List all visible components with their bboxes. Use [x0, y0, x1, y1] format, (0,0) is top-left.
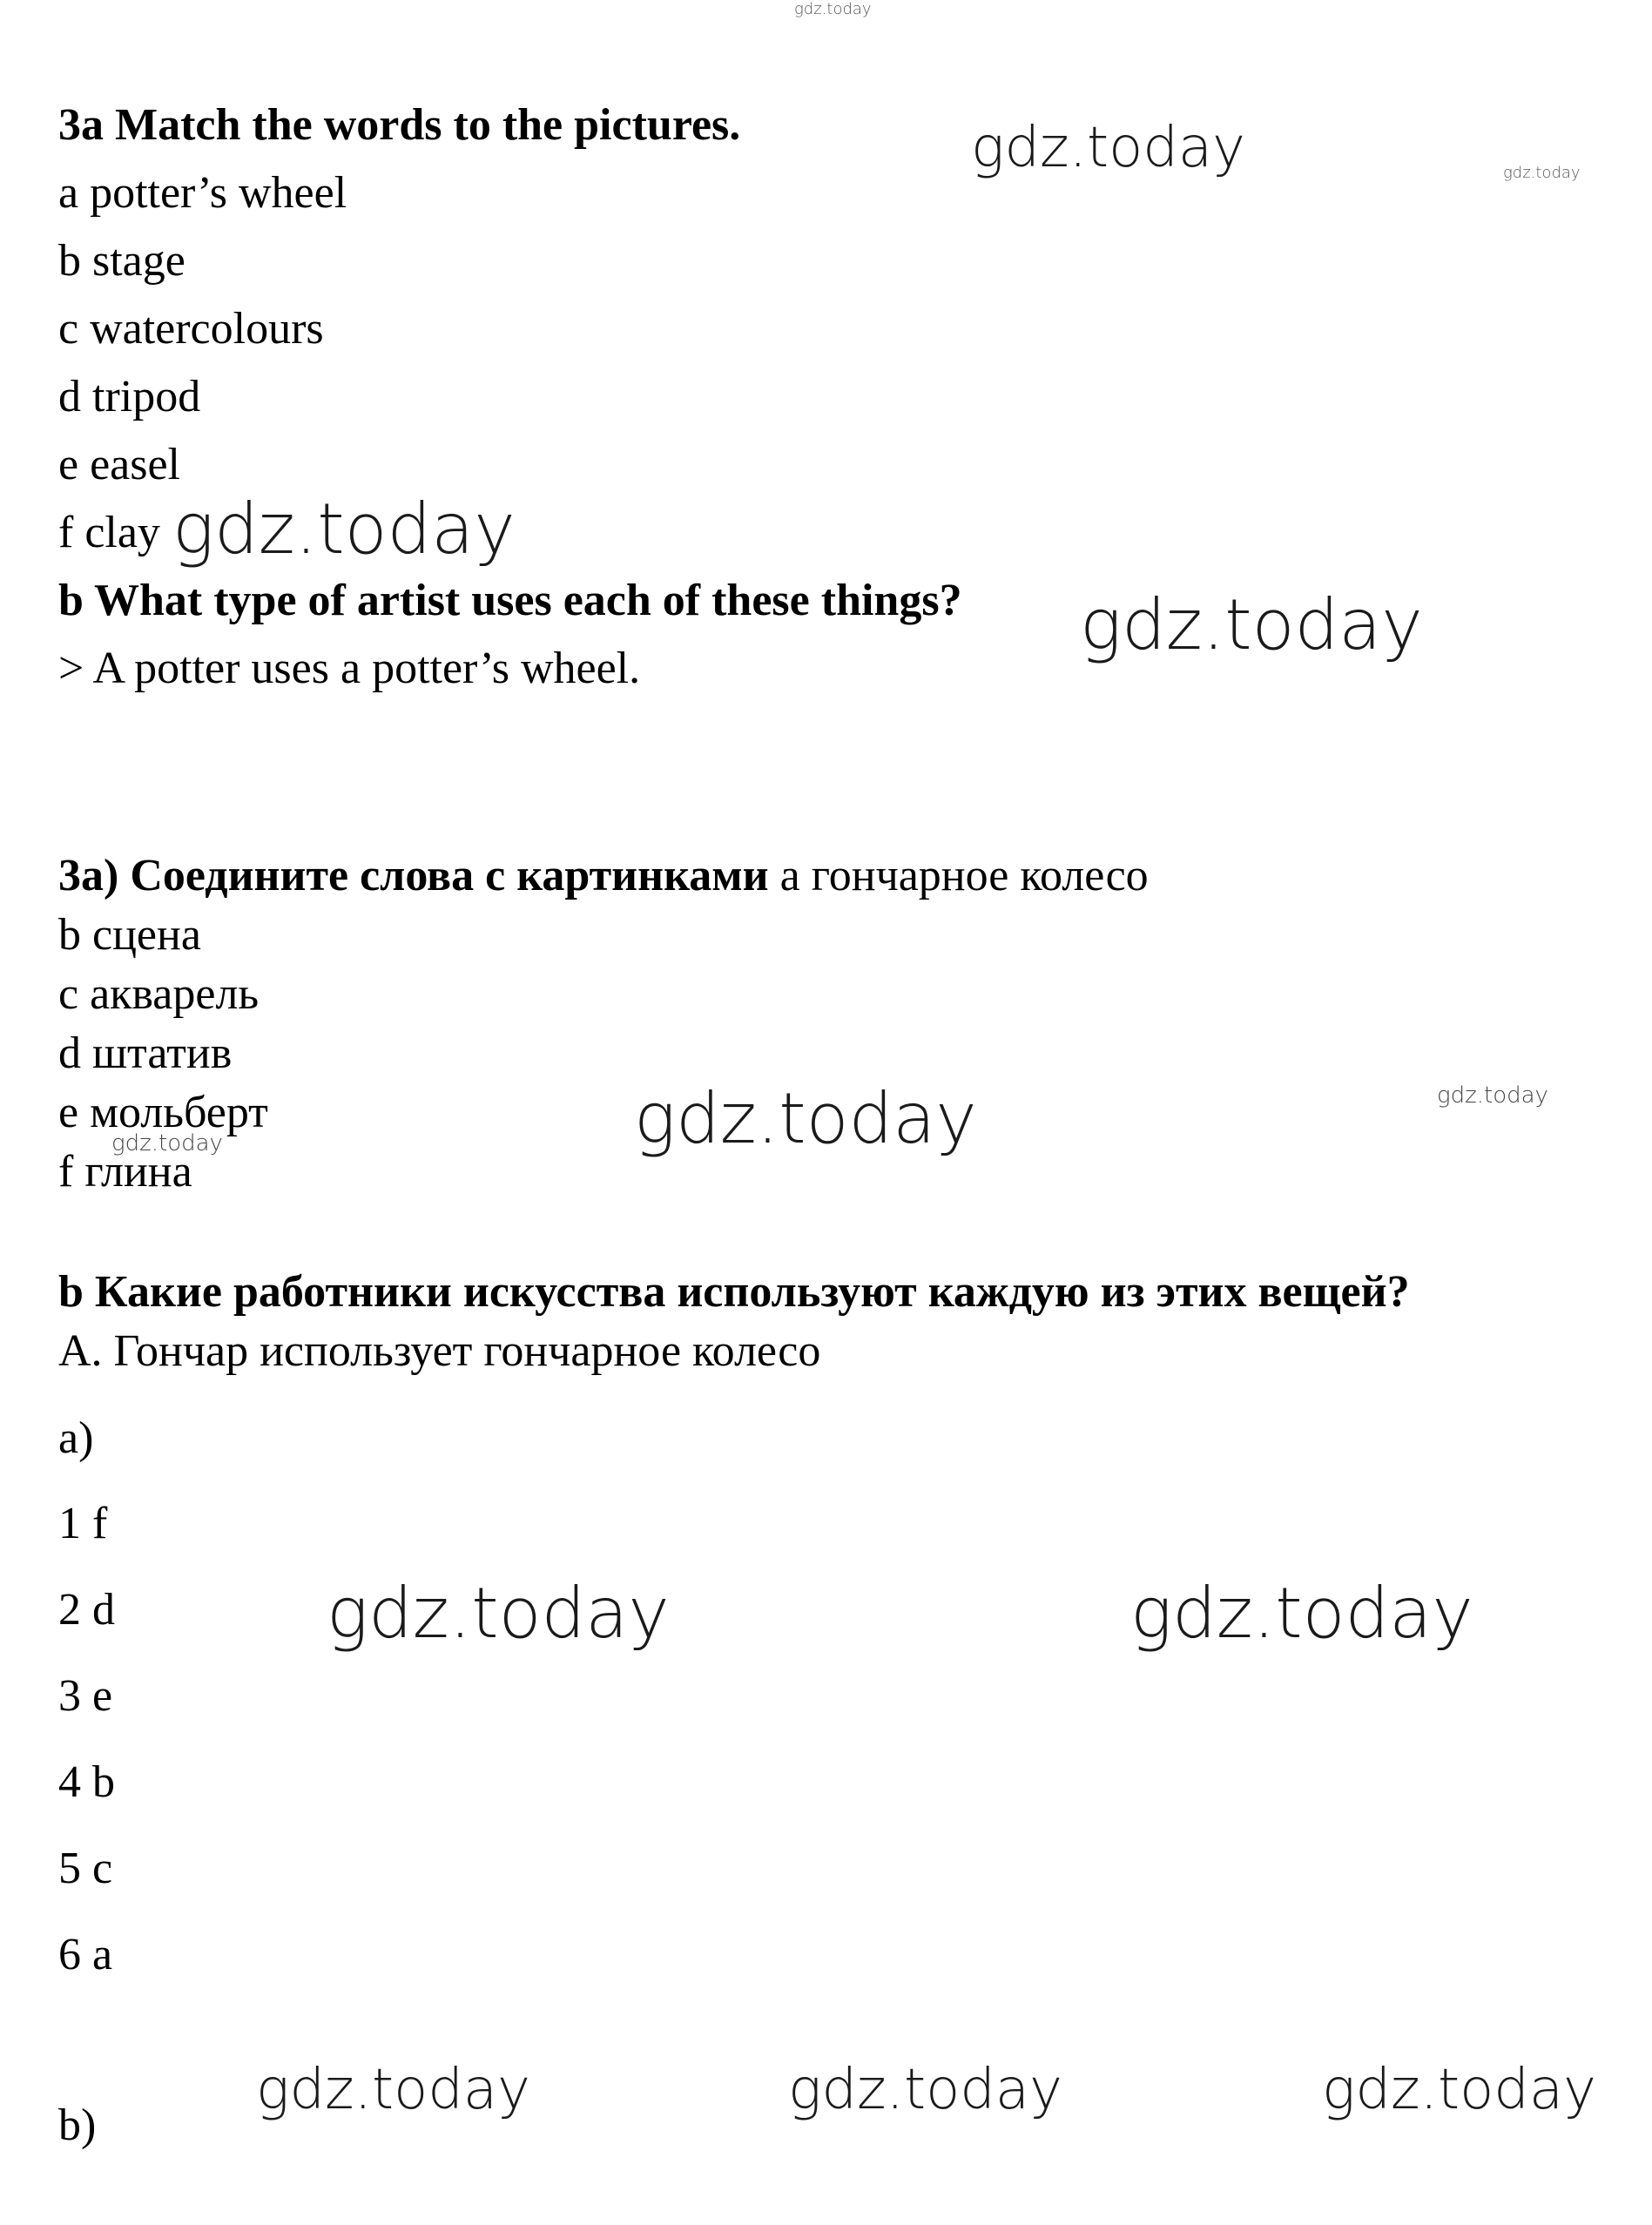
answer-item: 5 c [58, 1844, 113, 1893]
watermark: gdz.today [788, 2058, 1062, 2122]
watermark: gdz.today [1503, 164, 1581, 182]
exercise-title-ru-bold: 3a) Соедините слова с картинками [58, 851, 769, 900]
answer-item: 4 b [58, 1757, 115, 1807]
exercise-title-ru-rest: a гончарное колесо [768, 851, 1149, 900]
question-b: b What type of artist uses each of these things? [58, 576, 962, 625]
watermark-top-center: gdz.today [794, 0, 872, 18]
watermark: gdz.today [327, 1573, 670, 1654]
watermark: gdz.today [634, 1078, 977, 1159]
exercise-title: 3a Match the words to the pictures. [58, 100, 741, 150]
watermark: gdz.today [971, 116, 1245, 180]
answer-part-a-label: a) [58, 1413, 94, 1463]
answer-item: 2 d [58, 1585, 115, 1635]
example-answer: > A potter uses a potter’s wheel. [58, 644, 641, 693]
watermark: gdz.today [172, 489, 516, 570]
watermark: gdz.today [1437, 1082, 1548, 1109]
list-item: d tripod [58, 372, 201, 421]
list-item: d штатив [58, 1028, 233, 1078]
example-answer-ru: A. Гончар использует гончарное колесо [58, 1326, 821, 1376]
list-item: b stage [58, 236, 185, 286]
list-item: f глина [58, 1147, 192, 1197]
question-b-ru: b Какие работники искусства используют каждую из этих вещей? [58, 1267, 1410, 1317]
list-item: e мольберт [58, 1088, 268, 1137]
list-item: c акварель [58, 969, 260, 1019]
answer-part-b-label: b) [58, 2100, 97, 2150]
answer-item: 3 e [58, 1671, 113, 1721]
watermark: gdz.today [1130, 1573, 1473, 1654]
watermark: gdz.today [256, 2058, 530, 2122]
answer-item: 6 a [58, 1930, 113, 1979]
watermark: gdz.today [1322, 2058, 1596, 2122]
list-item: a potter’s wheel [58, 168, 347, 218]
list-item: b сцена [58, 910, 201, 960]
list-item: c watercolours [58, 304, 324, 354]
watermark: gdz.today [1080, 584, 1423, 665]
answer-item: 1 f [58, 1499, 108, 1548]
list-item: f clay [58, 508, 160, 557]
list-item: e easel [58, 440, 181, 489]
exercise-title-ru [58, 853, 1149, 899]
watermark: gdz.today [111, 1130, 223, 1156]
